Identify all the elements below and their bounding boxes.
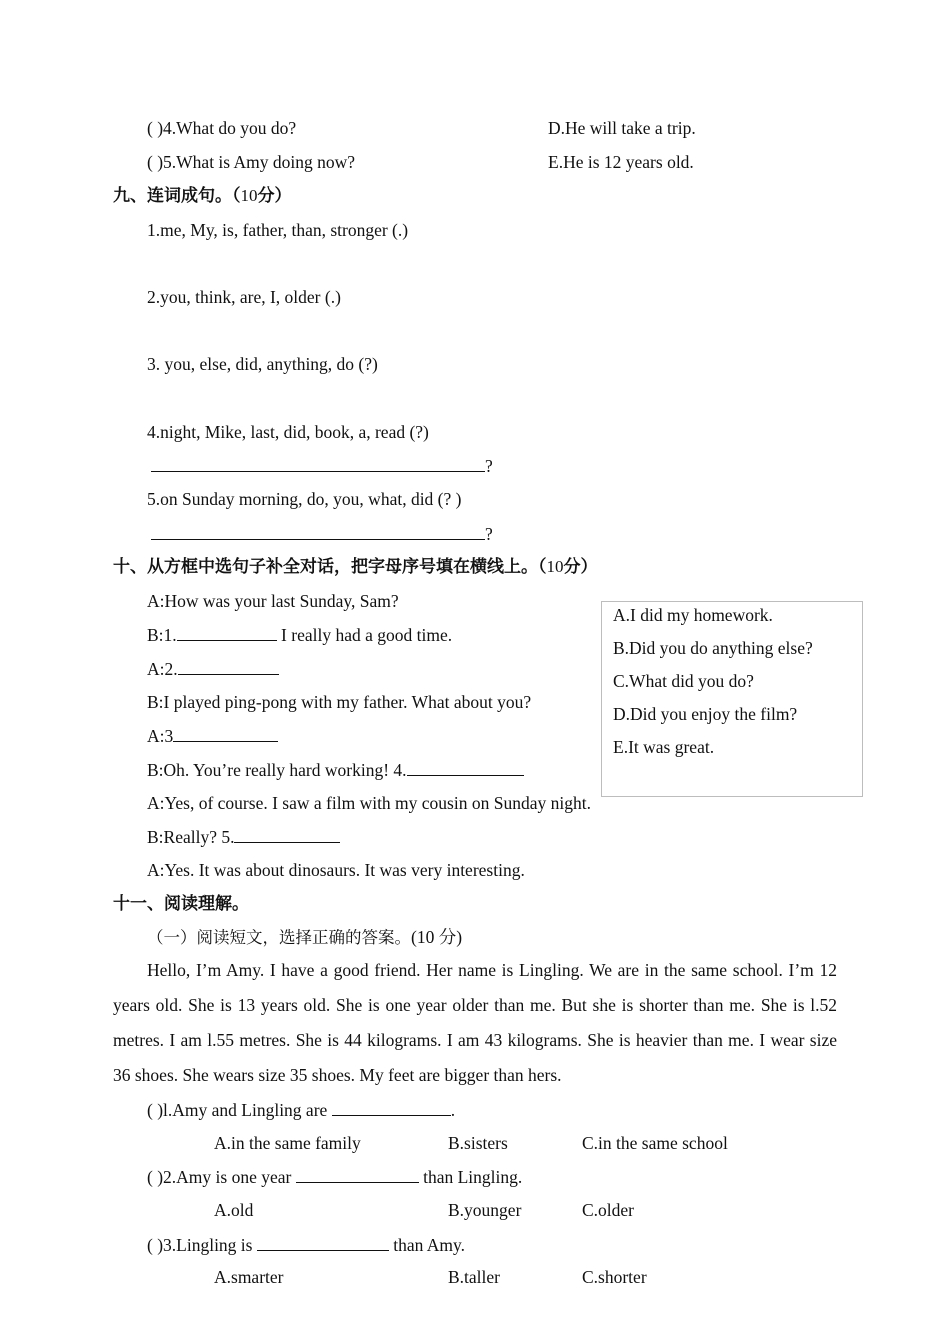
match-question-5: ( )5.What is Amy doing now?: [147, 152, 356, 172]
answer-blank[interactable]: [151, 454, 485, 472]
dialog-line-3: [147, 657, 279, 680]
box-option-d: D.Did you enjoy the film?: [613, 704, 798, 724]
reorder-item-4: 4.night, Mike, last, did, book, a, read (?): [147, 422, 429, 442]
question-3-option-c: C.shorter: [582, 1267, 647, 1287]
question-2-option-b: B.younger: [448, 1200, 522, 1220]
question-1-tail: .: [450, 1100, 456, 1120]
dialog-line-5: [147, 724, 278, 747]
question-3-tail: than Amy.: [388, 1235, 466, 1255]
match-option-d: D.He will take a trip.: [548, 118, 696, 138]
question-2-tail: than Lingling.: [418, 1167, 523, 1187]
question-2-option-a: A.old: [214, 1200, 254, 1220]
match-option-e: E.He is 12 years old.: [548, 152, 694, 172]
reorder-answer-line-5[interactable]: [151, 522, 493, 545]
passage-text: Hello, I’m Amy. I have a good friend. Her name is Lingling. We are in the same school. I’m 12 years old. She is 13 years old. She is one year older than me. But she is shorter than me. She is l.52 metres. I am l.55 metres. She is 44 kilograms. I am 43 kilograms. She is heavier than me. I wear size 36 shoes. She wears size 35 shoes. My feet are bigger than hers.: [113, 960, 837, 1085]
box-option-c: C.What did you do?: [613, 671, 754, 691]
reorder-item-5: 5.on Sunday morning, do, you, what, did (? ): [147, 489, 462, 509]
section-9-heading: [113, 185, 292, 207]
dialog-line-6: [147, 758, 524, 781]
answer-blank-1[interactable]: [177, 623, 277, 641]
section-11-heading: 十一、阅读理解。: [113, 894, 249, 914]
question-2-option-c: C.older: [582, 1200, 635, 1220]
reading-subheading-score: (10 分): [411, 927, 463, 947]
box-option-b: B.Did you do anything else?: [613, 638, 813, 658]
question-mark: ?: [485, 456, 493, 476]
dialog-line-5-prefix: A:3: [147, 726, 174, 746]
question-3-option-b: B.taller: [448, 1267, 500, 1287]
match-question-4: ( )4.What do you do?: [147, 118, 297, 138]
dialog-line-7: A:Yes, of course. I saw a film with my cousin on Sunday night.: [147, 793, 591, 813]
reorder-answer-line-4[interactable]: [151, 454, 493, 477]
answer-blank-3[interactable]: [173, 724, 278, 742]
question-3-stem: ( )3.Lingling is: [147, 1235, 257, 1255]
dialog-line-4: B:I played ping-pong with my father. What about you?: [147, 692, 532, 712]
question-1-option-a: A.in the same family: [214, 1133, 361, 1153]
reading-question-3: [147, 1233, 465, 1256]
section-10-heading: [113, 556, 598, 578]
question-3-option-a: A.smarter: [214, 1267, 284, 1287]
reorder-item-3: 3. you, else, did, anything, do (?): [147, 354, 378, 374]
dialog-line-9: A:Yes. It was about dinosaurs. It was very interesting.: [147, 860, 525, 880]
dialog-line-3-prefix: A:2.: [147, 659, 178, 679]
reorder-item-1: 1.me, My, is, father, than, stronger (.): [147, 220, 409, 240]
section-9-score: 10: [240, 186, 258, 205]
box-option-e: E.It was great.: [613, 737, 715, 757]
section-10-title-end: 分）: [563, 557, 598, 577]
options-box: [601, 601, 863, 797]
question-1-blank[interactable]: [332, 1098, 451, 1116]
section-10-score: 10: [546, 557, 564, 576]
section-9-title: 九、连词成句。（: [113, 186, 241, 206]
question-1-stem: ( )l.Amy and Lingling are: [147, 1100, 332, 1120]
dialog-line-2-prefix: B:1.: [147, 625, 177, 645]
reading-question-1: [147, 1098, 455, 1121]
reorder-item-2: 2.you, think, are, I, older (.): [147, 287, 341, 307]
question-1-option-b: B.sisters: [448, 1133, 508, 1153]
reading-subheading-text: （一）阅读短文，选择正确的答案。: [147, 928, 411, 947]
question-2-blank[interactable]: [296, 1165, 419, 1183]
answer-blank[interactable]: [151, 522, 485, 540]
reading-subheading: [147, 926, 462, 949]
dialog-line-1: A:How was your last Sunday, Sam?: [147, 591, 399, 611]
question-1-option-c: C.in the same school: [582, 1133, 728, 1153]
dialog-line-2: [147, 623, 452, 646]
box-option-a: A.I did my homework.: [613, 605, 773, 625]
question-2-stem: ( )2.Amy is one year: [147, 1167, 296, 1187]
dialog-line-2-suffix: I really had a good time.: [276, 625, 453, 645]
dialog-line-6-prefix: B:Oh. You’re really hard working! 4.: [147, 760, 407, 780]
dialog-line-8: [147, 825, 340, 848]
question-mark: ?: [485, 524, 493, 544]
answer-blank-2[interactable]: [178, 657, 279, 675]
section-9-title-end: 分）: [257, 186, 292, 206]
reading-question-2: [147, 1165, 522, 1188]
answer-blank-4[interactable]: [407, 758, 524, 776]
answer-blank-5[interactable]: [234, 825, 340, 843]
question-3-blank[interactable]: [257, 1233, 389, 1251]
reading-passage: [113, 953, 837, 1093]
dialog-line-8-prefix: B:Really? 5.: [147, 827, 235, 847]
section-10-title: 十、从方框中选句子补全对话，把字母序号填在横线上。（: [113, 557, 547, 577]
